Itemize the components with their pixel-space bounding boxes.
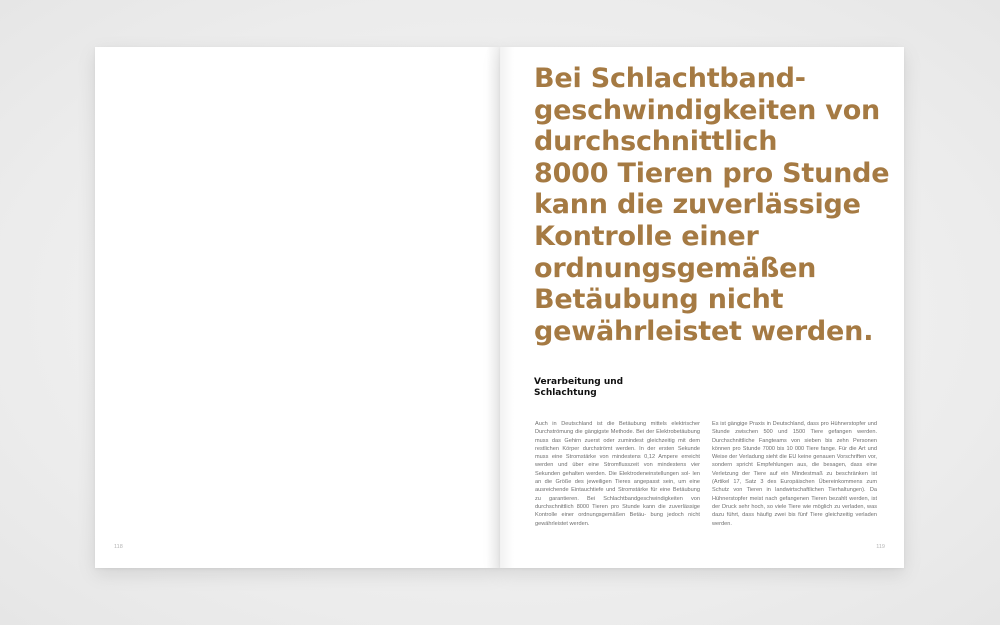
headline: Bei Schlachtband- geschwindigkeiten von durchschnittlich 8000 Tieren pro Stunde kann die zuverlässige Kontrolle einer ordnungsgemäßen Betäubung nicht gewährleistet werden. bbox=[534, 63, 890, 347]
left-page-number: 118 bbox=[114, 544, 123, 550]
right-page-gutter-shadow bbox=[500, 47, 514, 568]
body-text-column-1: Auch in Deutschland ist die Betäubung mittels elektrischer Durchströmung die gängigste Methode. Bei der Elektrobetäubung muss das Gehirn zuerst oder zumindest gleichzeitig mit dem restlichen Körper durchströmt werden. In der ersten Sekunde muss eine Stromstärke von mindestens 0,12 Ampere erreicht werden und über eine Stromflusszeit von mindestens vier Sekunden gehalten werden. Die Elektrodeneinstellungen sol- len an die Größe des jeweiligen Tieres angepasst sein, um eine ausreichende Eintauchtiefe und Stromstärke für eine Betäubung zu garantieren. Bei Schlachtbandgeschwindigkeiten von durchschnittlich 8000 Tieren pro Stunde kann die zuverlässige Kontrolle einer ordnungsgemäßen Betäu- bung jedoch nicht gewährleistet werden. bbox=[535, 421, 700, 527]
section-subheading: Verarbeitung und Schlachtung bbox=[534, 377, 624, 398]
right-page bbox=[500, 47, 904, 568]
left-page bbox=[95, 47, 500, 568]
right-page-number: 119 bbox=[876, 544, 885, 550]
body-text-column-2: Es ist gängige Praxis in Deutschland, dass pro Hühnerstopfer und Stunde zwischen 500 und 1500 Tiere gefangen werden. Durchschnittliche Fangteams von sieben bis zehn Personen können pro Stunde 7000 bis 10 000 Tiere fange. Für die Art und Weise der Verladung sieht die EU keine genauen Vorschriften vor, sondern spricht Empfehlungen aus, die besagen, dass eine Verletzung der Tiere auf ein Mindestmaß zu beschränken ist (Artikel 17, Satz 3 des Europäischen Übereinkommens zum Schutz von Tieren in landwirtschaftlichen Tierhaltungen). Da Hühnerstopfer meist nach gefangenen Tieren bezahlt werden, ist der Druck sehr hoch, so viele Tiere wie möglich zu verladen, was dazu führt, dass häufig zwei bis fünf Tiere gleichzeitig verladen werden. bbox=[712, 421, 877, 527]
left-page-gutter-shadow bbox=[486, 47, 500, 568]
